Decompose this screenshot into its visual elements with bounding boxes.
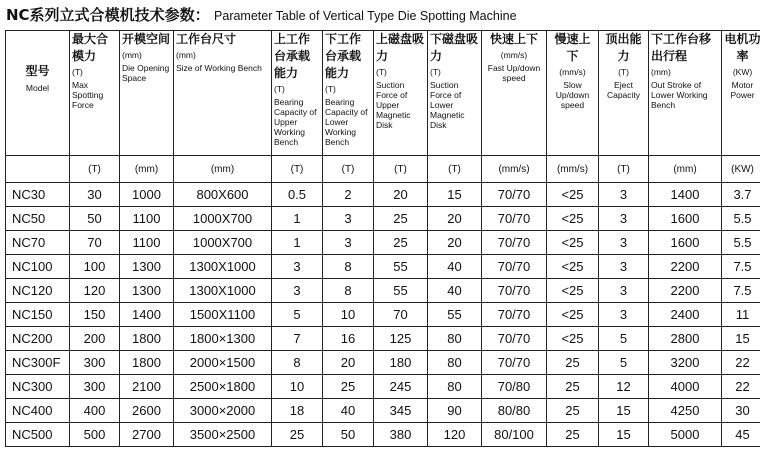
cell-lower-bench-capacity: 10 <box>323 303 374 327</box>
header-cn: 顶出能力 <box>605 32 642 63</box>
cell-fast-speed: 70/70 <box>482 183 547 207</box>
cell-fast-speed: 70/70 <box>482 231 547 255</box>
cell-out-stroke: 2200 <box>649 279 722 303</box>
cell-eject: 12 <box>599 375 649 399</box>
cell-out-stroke: 2800 <box>649 327 722 351</box>
cell-fast-speed: 70/70 <box>482 327 547 351</box>
unit-cell: (T) <box>323 156 374 183</box>
cell-opening-space: 1000 <box>120 183 174 207</box>
table-row <box>6 231 760 255</box>
cell-fast-speed: 70/70 <box>482 351 547 375</box>
header-cn: 上工作台承载能力 <box>274 32 311 80</box>
cell-model: NC30 <box>6 183 70 207</box>
header-unit: (T) <box>430 67 441 77</box>
cell-upper-bench-capacity: 3 <box>272 255 323 279</box>
cell-motor-power: 30 <box>722 399 760 423</box>
header-unit: (KW) <box>732 67 753 77</box>
header-en: Suction Force of Upper Magnetic Disk <box>376 80 411 130</box>
cell-max-force: 400 <box>70 399 120 423</box>
unit-cell: (T) <box>272 156 323 183</box>
cell-eject: 3 <box>599 183 649 207</box>
cell-eject: 5 <box>599 327 649 351</box>
cell-max-force: 150 <box>70 303 120 327</box>
header-en: Size of Working Bench <box>176 63 262 73</box>
cell-motor-power: 22 <box>722 351 760 375</box>
header-cn: 型号 <box>25 64 50 78</box>
header-fast-speed <box>482 31 547 156</box>
header-cn: 快速上下 <box>489 32 538 46</box>
cell-fast-speed: 70/70 <box>482 303 547 327</box>
cell-opening-space: 1400 <box>120 303 174 327</box>
cell-model: NC300F <box>6 351 70 375</box>
unit-cell: (mm/s) <box>482 156 547 183</box>
cell-out-stroke: 4000 <box>649 375 722 399</box>
cell-model: NC500 <box>6 423 70 447</box>
cell-out-stroke: 3200 <box>649 351 722 375</box>
cell-lower-magnet: 40 <box>428 255 482 279</box>
cell-opening-space: 1800 <box>120 327 174 351</box>
cell-model: NC50 <box>6 207 70 231</box>
cell-upper-magnet: 125 <box>374 327 428 351</box>
header-upper-magnet <box>374 31 428 156</box>
cell-slow-speed: <25 <box>547 231 599 255</box>
cell-slow-speed: 25 <box>547 423 599 447</box>
header-unit: (T) <box>72 67 83 77</box>
table-row <box>6 183 760 207</box>
cell-lower-bench-capacity: 3 <box>323 207 374 231</box>
header-cn: 电机功率 <box>724 32 760 63</box>
cell-slow-speed: 25 <box>547 351 599 375</box>
cell-fast-speed: 80/100 <box>482 423 547 447</box>
header-cn: 慢速上下 <box>554 32 591 63</box>
cell-fast-speed: 70/80 <box>482 375 547 399</box>
title-english: Parameter Table of Vertical Type Die Spotting Machine <box>214 9 517 23</box>
unit-cell: (mm) <box>174 156 272 183</box>
header-unit: (mm/s) <box>559 67 586 77</box>
cell-fast-speed: 70/70 <box>482 207 547 231</box>
cell-motor-power: 3.7 <box>722 183 760 207</box>
cell-max-force: 300 <box>70 375 120 399</box>
cell-motor-power: 11 <box>722 303 760 327</box>
header-unit: (mm) <box>176 50 196 60</box>
cell-max-force: 70 <box>70 231 120 255</box>
cell-model: NC150 <box>6 303 70 327</box>
cell-fast-speed: 70/70 <box>482 279 547 303</box>
header-en: Die Opening Space <box>122 63 170 83</box>
cell-lower-magnet: 80 <box>428 375 482 399</box>
cell-out-stroke: 4250 <box>649 399 722 423</box>
data-body <box>6 183 760 447</box>
cell-motor-power: 15 <box>722 327 760 351</box>
unit-cell: (T) <box>374 156 428 183</box>
cell-max-force: 300 <box>70 351 120 375</box>
cell-upper-magnet: 25 <box>374 231 428 255</box>
cell-lower-bench-capacity: 3 <box>323 231 374 255</box>
cell-out-stroke: 1400 <box>649 183 722 207</box>
unit-cell: (mm/s) <box>547 156 599 183</box>
cell-lower-magnet: 55 <box>428 303 482 327</box>
cell-opening-space: 1100 <box>120 207 174 231</box>
unit-cell: (mm) <box>649 156 722 183</box>
header-model <box>6 31 70 156</box>
cell-bench-size: 3500×2500 <box>174 423 272 447</box>
cell-slow-speed: <25 <box>547 183 599 207</box>
cell-upper-bench-capacity: 10 <box>272 375 323 399</box>
cell-lower-bench-capacity: 25 <box>323 375 374 399</box>
cell-out-stroke: 1600 <box>649 207 722 231</box>
header-unit: (mm/s) <box>500 50 528 60</box>
cell-model: NC400 <box>6 399 70 423</box>
cell-upper-bench-capacity: 7 <box>272 327 323 351</box>
cell-lower-magnet: 20 <box>428 231 482 255</box>
header-lower-magnet <box>428 31 482 156</box>
cell-eject: 3 <box>599 303 649 327</box>
cell-eject: 3 <box>599 207 649 231</box>
cell-bench-size: 1300X1000 <box>174 255 272 279</box>
cell-lower-bench-capacity: 20 <box>323 351 374 375</box>
header-cn: 上磁盘吸力 <box>376 32 425 63</box>
cell-upper-magnet: 55 <box>374 255 428 279</box>
header-row <box>6 31 760 156</box>
header-en: Model <box>25 83 50 93</box>
cell-opening-space: 1300 <box>120 255 174 279</box>
cell-slow-speed: <25 <box>547 327 599 351</box>
cell-slow-speed: <25 <box>547 303 599 327</box>
cell-upper-magnet: 25 <box>374 207 428 231</box>
cell-eject: 3 <box>599 231 649 255</box>
cell-lower-bench-capacity: 2 <box>323 183 374 207</box>
cell-lower-magnet: 120 <box>428 423 482 447</box>
header-unit: (T) <box>325 84 336 94</box>
header-unit: (mm) <box>122 50 142 60</box>
cell-upper-magnet: 55 <box>374 279 428 303</box>
header-out-stroke <box>649 31 722 156</box>
header-en: Bearing Capacity of Lower Working Bench <box>325 97 368 147</box>
header-upper-bench-capacity <box>272 31 323 156</box>
cell-bench-size: 2500×1800 <box>174 375 272 399</box>
cell-upper-magnet: 245 <box>374 375 428 399</box>
header-unit: (T) <box>618 67 629 77</box>
table-row <box>6 351 760 375</box>
table-row <box>6 327 760 351</box>
cell-model: NC100 <box>6 255 70 279</box>
header-lower-bench-capacity <box>323 31 374 156</box>
unit-cell: (mm) <box>120 156 174 183</box>
cell-upper-magnet: 345 <box>374 399 428 423</box>
cell-motor-power: 22 <box>722 375 760 399</box>
cell-max-force: 50 <box>70 207 120 231</box>
header-motor-power <box>722 31 760 156</box>
cell-model: NC200 <box>6 327 70 351</box>
cell-model: NC70 <box>6 231 70 255</box>
cell-eject: 15 <box>599 423 649 447</box>
table-row <box>6 303 760 327</box>
cell-opening-space: 2700 <box>120 423 174 447</box>
header-eject <box>599 31 649 156</box>
cell-upper-bench-capacity: 3 <box>272 279 323 303</box>
cell-lower-magnet: 40 <box>428 279 482 303</box>
cell-upper-bench-capacity: 18 <box>272 399 323 423</box>
cell-lower-bench-capacity: 50 <box>323 423 374 447</box>
cell-bench-size: 1000X700 <box>174 231 272 255</box>
cell-slow-speed: 25 <box>547 399 599 423</box>
cell-motor-power: 5.5 <box>722 207 760 231</box>
cell-out-stroke: 2200 <box>649 255 722 279</box>
cell-lower-bench-capacity: 40 <box>323 399 374 423</box>
cell-eject: 15 <box>599 399 649 423</box>
cell-slow-speed: 25 <box>547 375 599 399</box>
cell-lower-magnet: 80 <box>428 351 482 375</box>
page-title <box>6 4 517 24</box>
cell-max-force: 120 <box>70 279 120 303</box>
cell-bench-size: 1300X1000 <box>174 279 272 303</box>
header-cn: 下磁盘吸力 <box>430 32 479 63</box>
cell-lower-magnet: 80 <box>428 327 482 351</box>
cell-upper-bench-capacity: 0.5 <box>272 183 323 207</box>
cell-eject: 3 <box>599 279 649 303</box>
cell-lower-magnet: 20 <box>428 207 482 231</box>
cell-bench-size: 3000×2000 <box>174 399 272 423</box>
unit-cell: (T) <box>70 156 120 183</box>
table-row <box>6 255 760 279</box>
header-unit: (T) <box>376 67 387 77</box>
cell-eject: 3 <box>599 255 649 279</box>
cell-upper-bench-capacity: 1 <box>272 231 323 255</box>
cell-bench-size: 2000×1500 <box>174 351 272 375</box>
table-row <box>6 399 760 423</box>
cell-motor-power: 7.5 <box>722 279 760 303</box>
cell-max-force: 30 <box>70 183 120 207</box>
cell-upper-magnet: 70 <box>374 303 428 327</box>
header-bench-size <box>174 31 272 156</box>
cell-upper-bench-capacity: 1 <box>272 207 323 231</box>
header-cn: 下工作台移出行程 <box>651 32 712 63</box>
header-max-force <box>70 31 120 156</box>
cell-upper-bench-capacity: 25 <box>272 423 323 447</box>
cell-out-stroke: 1600 <box>649 231 722 255</box>
cell-lower-bench-capacity: 8 <box>323 279 374 303</box>
title-chinese: NC系列立式合模机技术参数： <box>6 6 210 24</box>
unit-cell: (T) <box>428 156 482 183</box>
header-en: Bearing Capacity of Upper Working Bench <box>274 97 317 147</box>
cell-opening-space: 1100 <box>120 231 174 255</box>
cell-motor-power: 7.5 <box>722 255 760 279</box>
header-unit: (mm) <box>651 67 671 77</box>
cell-lower-magnet: 15 <box>428 183 482 207</box>
table-row <box>6 207 760 231</box>
header-en: Fast Up/down speed <box>487 63 541 83</box>
cell-model: NC300 <box>6 375 70 399</box>
header-opening-space <box>120 31 174 156</box>
header-cn: 最大合模力 <box>72 32 109 63</box>
cell-max-force: 100 <box>70 255 120 279</box>
header-cn: 工作台尺寸 <box>176 32 237 46</box>
header-en: Eject Capacity <box>606 80 641 100</box>
unit-cell: (KW) <box>722 156 760 183</box>
header-en: Out Stroke of Lower Working Bench <box>651 80 708 110</box>
cell-fast-speed: 80/80 <box>482 399 547 423</box>
table-row <box>6 279 760 303</box>
cell-opening-space: 2600 <box>120 399 174 423</box>
cell-bench-size: 1800×1300 <box>174 327 272 351</box>
header-en: Suction Force of Lower Magnetic Disk <box>430 80 465 130</box>
unit-cell <box>6 156 70 183</box>
units-row <box>6 156 760 183</box>
unit-cell: (T) <box>599 156 649 183</box>
header-en: Slow Up/down speed <box>555 80 590 110</box>
header-en: Motor Power <box>730 80 755 100</box>
header-unit: (T) <box>274 84 285 94</box>
cell-slow-speed: <25 <box>547 279 599 303</box>
cell-upper-magnet: 180 <box>374 351 428 375</box>
cell-bench-size: 1500X1100 <box>174 303 272 327</box>
cell-opening-space: 1300 <box>120 279 174 303</box>
table-row <box>6 375 760 399</box>
cell-slow-speed: <25 <box>547 207 599 231</box>
cell-bench-size: 1000X700 <box>174 207 272 231</box>
cell-upper-bench-capacity: 5 <box>272 303 323 327</box>
cell-lower-bench-capacity: 16 <box>323 327 374 351</box>
cell-lower-magnet: 90 <box>428 399 482 423</box>
cell-opening-space: 1800 <box>120 351 174 375</box>
cell-opening-space: 2100 <box>120 375 174 399</box>
cell-upper-magnet: 380 <box>374 423 428 447</box>
cell-slow-speed: <25 <box>547 255 599 279</box>
cell-max-force: 500 <box>70 423 120 447</box>
spec-table <box>5 30 760 447</box>
cell-motor-power: 45 <box>722 423 760 447</box>
cell-fast-speed: 70/70 <box>482 255 547 279</box>
header-cn: 下工作台承载能力 <box>325 32 362 80</box>
cell-bench-size: 800X600 <box>174 183 272 207</box>
cell-out-stroke: 5000 <box>649 423 722 447</box>
cell-upper-magnet: 20 <box>374 183 428 207</box>
cell-max-force: 200 <box>70 327 120 351</box>
cell-lower-bench-capacity: 8 <box>323 255 374 279</box>
header-en: Max Spotting Force <box>72 80 104 110</box>
cell-motor-power: 5.5 <box>722 231 760 255</box>
header-slow-speed <box>547 31 599 156</box>
table-row <box>6 423 760 447</box>
cell-eject: 5 <box>599 351 649 375</box>
header-cn: 开模空间 <box>122 32 171 46</box>
cell-out-stroke: 2400 <box>649 303 722 327</box>
cell-upper-bench-capacity: 8 <box>272 351 323 375</box>
cell-model: NC120 <box>6 279 70 303</box>
